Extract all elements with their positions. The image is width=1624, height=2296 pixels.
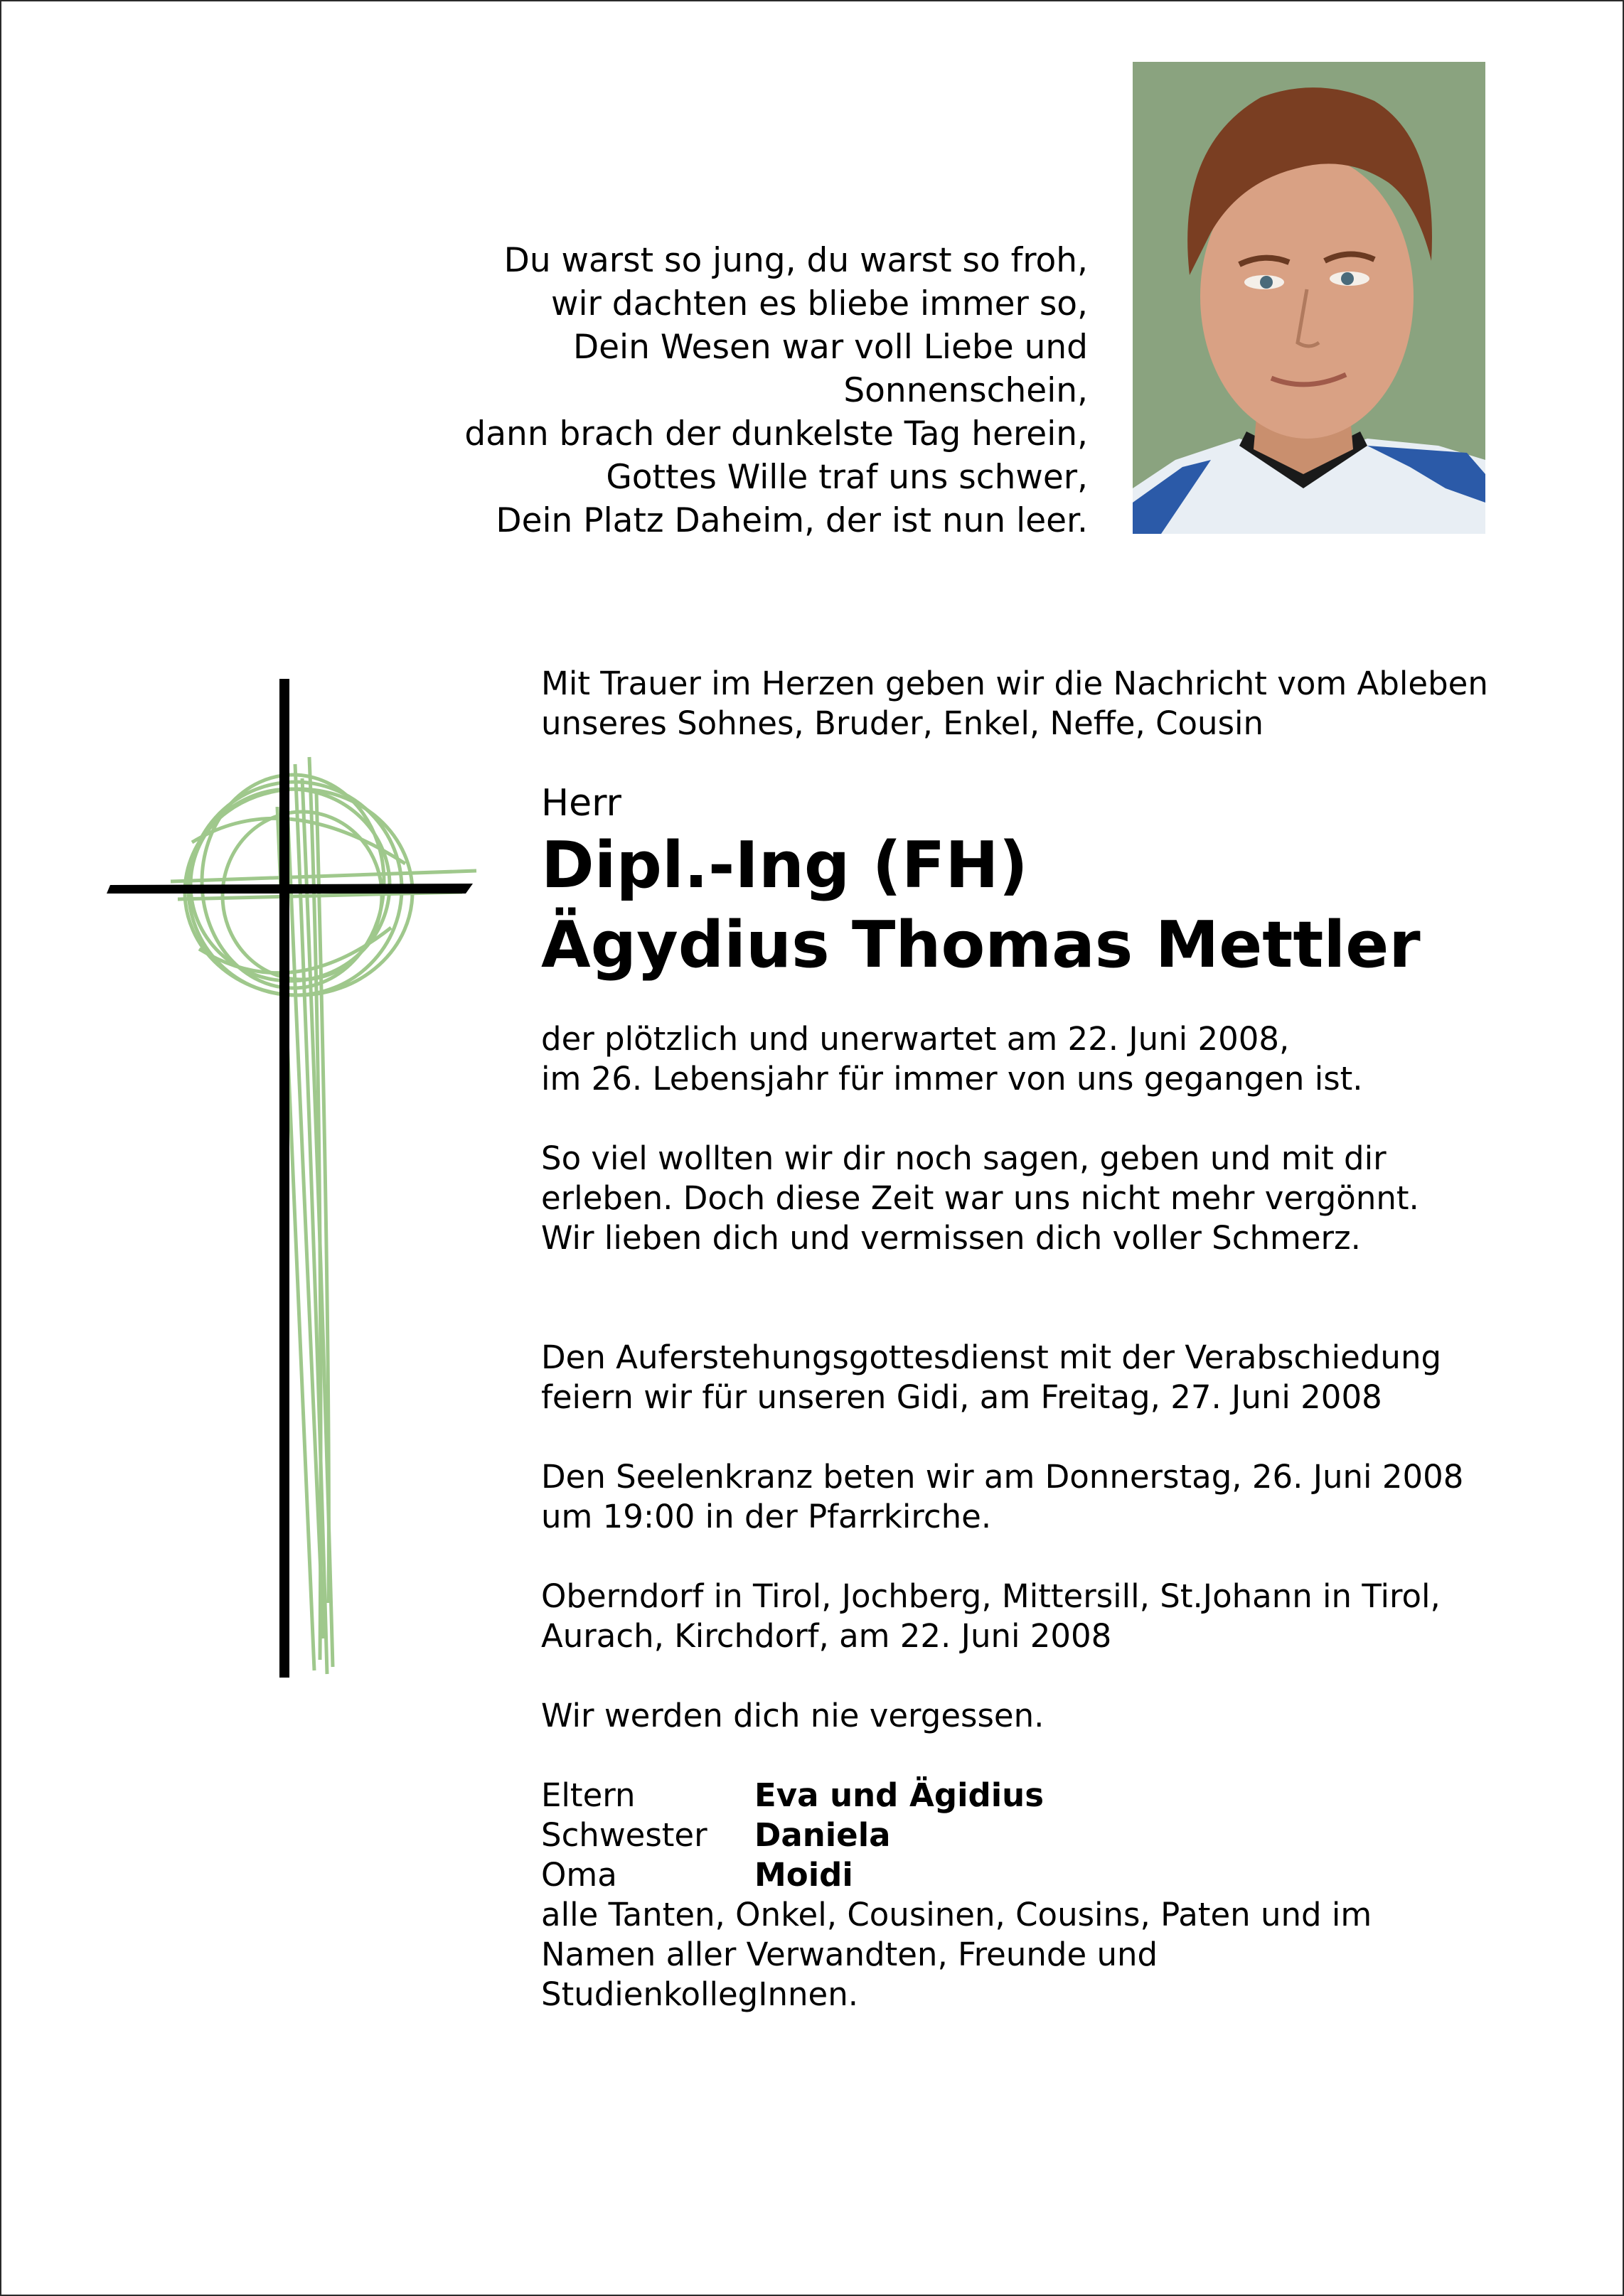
rosary-line: Den Seelenkranz beten wir am Donnerstag, 26. Juni 2008 [541, 1458, 1464, 1496]
relative-names: Moidi [754, 1856, 853, 1894]
obituary-text [541, 664, 1579, 2015]
service-line: Den Auferstehungsgottesdienst mit der Verabschiedung [541, 1339, 1442, 1376]
farewell-line: Wir lieben dich und vermissen dich voller Schmerz. [541, 1219, 1361, 1257]
death-line: der plötzlich und unerwartet am 22. Juni 2008, [541, 1020, 1290, 1058]
relative-names: Eva und Ägidius [754, 1776, 1044, 1814]
closing-line: alle Tanten, Onkel, Cousinen, Cousins, Paten und im [541, 1896, 1372, 1933]
relative-label: Oma [541, 1856, 617, 1894]
closing-line: Namen aller Verwandten, Freunde und [541, 1936, 1158, 1973]
farewell-line: erleben. Doch diese Zeit war uns nicht mehr vergönnt. [541, 1179, 1419, 1217]
poem-line: dann brach der dunkelste Tag herein, [464, 414, 1088, 454]
intro-line: Mit Trauer im Herzen geben wir die Nachricht vom Ableben [541, 665, 1488, 702]
relative-label: Schwester [541, 1816, 707, 1854]
memorial-poem [313, 239, 1088, 542]
poem-line: Du warst so jung, du warst so froh, [503, 241, 1088, 280]
service-line: feiern wir für unseren Gidi, am Freitag, 27. Juni 2008 [541, 1378, 1382, 1416]
poem-line: Gottes Wille traf uns schwer, [606, 458, 1088, 497]
place-line: Oberndorf in Tirol, Jochberg, Mittersill, St.Johann in Tirol, [541, 1577, 1441, 1615]
relative-names: Daniela [754, 1816, 891, 1854]
poem-line: wir dachten es bliebe immer so, [551, 284, 1088, 323]
honorific: Herr [541, 782, 621, 825]
rosary-line: um 19:00 in der Pfarrkirche. [541, 1498, 992, 1535]
relative-row [541, 1776, 1579, 1815]
farewell-line: So viel wollten wir dir noch sagen, geben und mit dir [541, 1139, 1387, 1177]
poem-line: Dein Platz Daheim, der ist nun leer. [496, 501, 1088, 540]
closing-line: StudienkollegInnen. [541, 1975, 859, 2013]
never-forget: Wir werden dich nie vergessen. [541, 1697, 1045, 1734]
poem-line: Dein Wesen war voll Liebe und [572, 328, 1088, 367]
deceased-name: Ägydius Thomas Mettler [541, 908, 1421, 982]
deceased-title: Dipl.-Ing (FH) [541, 828, 1028, 903]
intro-line: unseres Sohnes, Bruder, Enkel, Neffe, Cousin [541, 704, 1264, 742]
cross-icon [107, 679, 484, 1681]
death-line: im 26. Lebensjahr für immer von uns gegangen ist. [541, 1060, 1363, 1098]
poem-line: Sonnenschein, [843, 371, 1088, 410]
relative-row [541, 1815, 1579, 1855]
relative-row [541, 1855, 1579, 1895]
place-line: Aurach, Kirchdorf, am 22. Juni 2008 [541, 1617, 1112, 1655]
portrait-photo [1133, 62, 1485, 534]
relative-label: Eltern [541, 1776, 636, 1814]
